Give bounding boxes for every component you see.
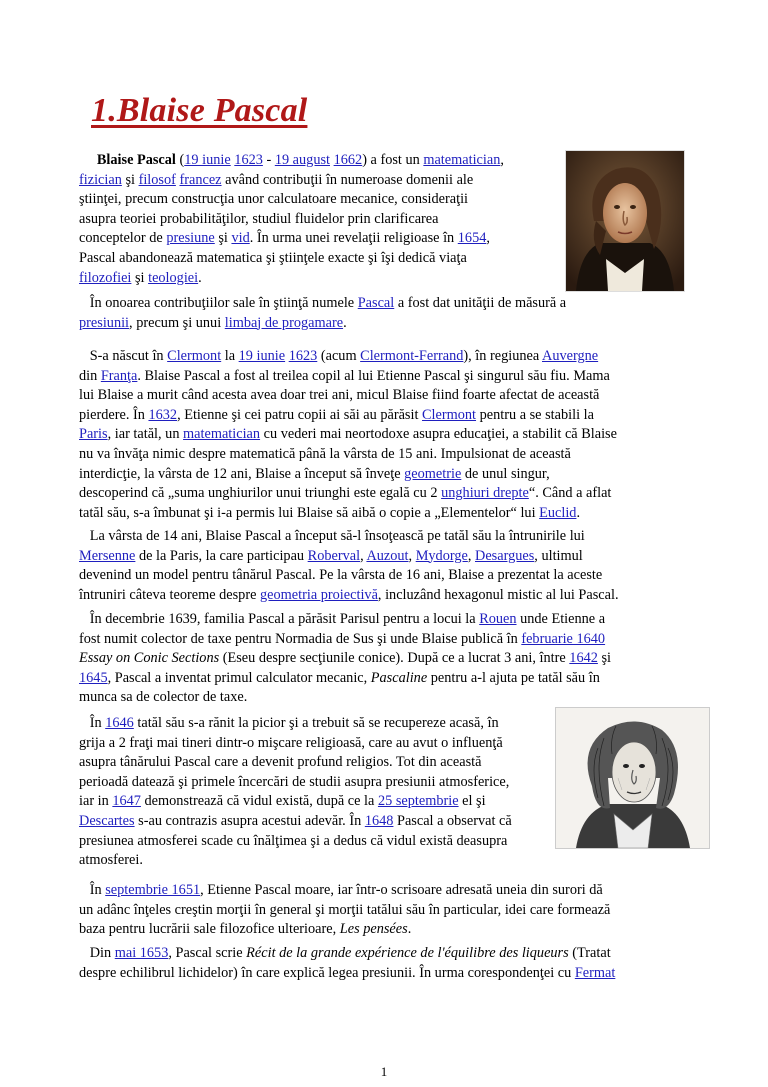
text-run: , (408, 547, 416, 564)
text-run: întruniri câteva teoreme despre (79, 586, 261, 603)
inline-link[interactable]: 1647 (112, 793, 141, 810)
text-line (79, 229, 569, 249)
inline-link[interactable]: 1642 (569, 650, 598, 667)
paragraph-father-death (79, 881, 699, 940)
text-run: munca sa de colector de taxe. (79, 689, 248, 706)
text-run: , incluzând hexagonul mistic al lui Pascal. (377, 586, 619, 603)
text-run: unde Etienne a (516, 611, 606, 627)
inline-link[interactable]: Auvergne (542, 348, 599, 364)
text-run: asupra tânărului Pascal care a devenit profund religios. Tot din această (79, 754, 482, 771)
inline-link[interactable]: vid (231, 230, 250, 247)
text-run: având contribuţii în numeroase domenii ale (221, 171, 474, 188)
paragraph-liquids (79, 944, 699, 983)
inline-link[interactable]: 19 iunie (184, 152, 231, 168)
paragraph-mersenne (79, 527, 699, 605)
text-run: , Etienne Pascal moare, iar într-o scrisoare adresată uneia din surori dă (200, 882, 603, 898)
text-run: Pascal a observat că (393, 812, 512, 829)
text-run: interdicţie, la vârsta de 12 ani, Blaise a început să înveţe (79, 465, 405, 482)
text-run: - (262, 152, 275, 168)
inline-link[interactable]: 1654 (457, 230, 487, 247)
text-run: fost numit colector de taxe pentru Normadia de Sus şi unde Blaise publică în (79, 630, 522, 647)
italic-text: Pascaline (370, 669, 428, 686)
text-run: din (79, 367, 101, 384)
text-run: s-au contrazis asupra acestui adevăr. În (134, 812, 365, 829)
text-line (79, 714, 559, 734)
inline-link[interactable]: Mersenne (79, 547, 136, 564)
paragraph-religion (79, 714, 559, 871)
text-line (79, 406, 699, 426)
inline-link[interactable]: 1632 (148, 406, 178, 423)
portrait-painting (565, 150, 685, 292)
text-line (79, 190, 569, 210)
text-run: . (576, 504, 581, 521)
text-run: perioadă datează şi primele încercări de studii asupra presiunii atmosferice, (79, 773, 510, 790)
text-run: În (79, 715, 106, 731)
text-run: . (407, 921, 412, 938)
text-run: tatăl său s-a rănit la picior şi a trebuit să se recupereze acasă, în (133, 715, 499, 731)
inline-link[interactable]: geometrie (404, 465, 462, 482)
text-run: , Pascal scrie (168, 945, 247, 961)
page-number: 1 (380, 1064, 388, 1079)
text-run: , ultimul (534, 547, 583, 564)
text-run: ), în regiunea (463, 348, 542, 364)
text-run: , (360, 547, 367, 564)
inline-link[interactable]: 1662 (333, 152, 363, 168)
text-run: ştiinţei, precum construcţia unor calculatoare mecanice, consideraţii (79, 191, 469, 208)
text-run: baza pentru lucrării sale filozofice ulterioare, (79, 921, 340, 938)
text-run: lui Blaise a murit când acesta avea doar trei ani, micul Blaise fiind foarte afectat de această (79, 387, 600, 404)
text-run: pentru a-l ajuta pe tatăl său în (427, 669, 600, 686)
text-line (79, 773, 559, 793)
text-line (79, 504, 699, 524)
inline-link[interactable]: Mydorge (415, 547, 468, 564)
text-line (79, 734, 559, 754)
text-run: grija a 2 fraţi mai tineri dintr-o mişcare religioasă, care au avut o influenţă (79, 734, 503, 751)
inline-link[interactable]: presiunii (79, 314, 130, 331)
text-run: şi (214, 230, 232, 247)
inline-link[interactable]: Auzout (366, 547, 409, 564)
inline-link[interactable]: Clermont (167, 348, 222, 364)
text-run: iar in (79, 793, 113, 810)
text-run: nu va învăţa nimic despre matematică până la vârsta de 15 ani. Impulsionat de această (79, 445, 571, 462)
text-line (79, 527, 699, 547)
text-run: de unul singur, (461, 465, 550, 482)
paragraph-rouen (79, 610, 699, 708)
italic-text: Les pensées (339, 921, 408, 938)
text-run: , precum şi unui (129, 314, 225, 331)
text-line (79, 881, 699, 901)
inline-link[interactable]: filosof (138, 171, 176, 188)
text-run: Din (79, 945, 115, 961)
text-run: de la Paris, la care participau (135, 547, 308, 564)
inline-link[interactable]: Desargues (475, 547, 535, 564)
text-line (79, 367, 699, 387)
text-line (79, 944, 699, 964)
portrait-painting-image (566, 151, 684, 291)
text-run: . (343, 314, 347, 331)
text-line (79, 901, 699, 921)
inline-link[interactable]: filozofiei (79, 269, 132, 286)
text-line (79, 832, 559, 852)
text-run: pentru a se stabili la (476, 406, 594, 423)
italic-text: Essay on Conic Sections (79, 650, 220, 667)
text-line (79, 630, 699, 650)
italic-text: Récit de la grande expérience de l'équilibre des liqueurs (246, 945, 569, 961)
text-run: , iar tatăl, un (107, 426, 184, 443)
text-run: În onoarea contribuţiilor sale în ştiinţă numele (79, 295, 358, 311)
text-line (79, 649, 699, 669)
paragraph-childhood (79, 347, 699, 523)
text-line (79, 314, 699, 334)
inline-link[interactable]: Paris (79, 426, 108, 443)
text-run: Pascal abandonează matematica şi ştiinţele exacte şi îşi dedică viaţa (79, 249, 467, 266)
inline-link[interactable]: 1623 (288, 348, 318, 364)
text-run: “. Când a aflat (528, 485, 612, 502)
text-run: descoperind că „suma unghiurilor unui triunghi este egală cu 2 (79, 485, 442, 502)
inline-link[interactable]: teologiei (148, 269, 199, 286)
inline-link[interactable]: Roberval (307, 547, 361, 564)
text-line (79, 269, 569, 289)
text-line (79, 964, 699, 984)
inline-link[interactable]: Descartes (79, 812, 135, 829)
text-run: pierdere. În (79, 406, 149, 423)
text-run: şi (597, 650, 612, 667)
paragraph-honors (79, 294, 699, 333)
text-run: demonstrează că vidul există, după ce la (140, 793, 378, 810)
text-run: şi (121, 171, 139, 188)
inline-link[interactable]: Fermat (574, 964, 616, 981)
text-line (79, 547, 699, 567)
text-run: la (221, 348, 239, 364)
text-run: presiunea atmosferei scade cu înălţimea şi a dedus că vidul există deasupra (79, 832, 508, 849)
bold-text: Blaise Pascal (96, 152, 176, 168)
inline-link[interactable]: limbaj de progamare (224, 314, 344, 331)
text-run: , Etienne şi cei patru copii ai săi au părăsit (177, 406, 423, 423)
text-run: La vârsta de 14 ani, Blaise Pascal a început să-l însoţească pe tatăl său la întrunirile lui (79, 528, 585, 544)
text-line (79, 669, 699, 689)
text-run: , Pascal a inventat primul calculator mecanic, (107, 669, 371, 686)
text-line (79, 851, 559, 871)
text-line (79, 753, 559, 773)
text-line (79, 210, 569, 230)
inline-link[interactable]: Rouen (479, 611, 517, 627)
inline-link[interactable]: matematician (423, 152, 501, 168)
text-line (79, 347, 699, 367)
text-line (79, 386, 699, 406)
text-run: el şi (458, 793, 486, 810)
text-line (79, 151, 569, 171)
inline-link[interactable]: Euclid (539, 504, 577, 521)
text-line (79, 792, 559, 812)
portrait-engraving-image (556, 708, 709, 848)
text-line (79, 610, 699, 630)
text-run: asupra teoriei probabilităţilor, studiul fluidelor prin clarificarea (79, 210, 439, 227)
text-line (79, 465, 699, 485)
inline-link[interactable]: februarie 1640 (521, 630, 606, 647)
inline-link[interactable]: 1645 (79, 669, 108, 686)
text-run: , (467, 547, 475, 564)
text-run: ) a fost un (362, 152, 424, 168)
text-run: . (198, 269, 202, 286)
inline-link[interactable]: 1623 (234, 152, 263, 168)
paragraph-intro (79, 151, 569, 288)
text-run: un adânc înţeles creştin morţii în general şi morţii tatălui său în particular, idei care formează (79, 901, 611, 918)
text-run: atmosferei. (79, 852, 143, 869)
text-line (79, 445, 699, 465)
inline-link[interactable]: septembrie 1651 (105, 882, 201, 898)
text-run: tatăl său, s-a îmbunat şi i-a permis lui Blaise să aibă o copie a „Elementelor“ lui (79, 504, 540, 521)
inline-link[interactable]: presiune (166, 230, 215, 247)
text-line (79, 171, 569, 191)
text-run: despre echilibrul lichidelor) în care explică legea presiunii. În urma corespondenţei cu (79, 964, 575, 981)
inline-link[interactable]: 1648 (364, 812, 394, 829)
inline-link[interactable]: Franţa (100, 367, 138, 384)
text-run: . În urma unei revelaţii religioase în (249, 230, 458, 247)
text-run: ( (175, 152, 185, 168)
inline-link[interactable]: Clermont-Ferrand (360, 348, 464, 364)
text-run: S-a născut în (79, 348, 168, 364)
text-run: şi (131, 269, 149, 286)
text-run: (Eseu despre secţiunile conice). După ce a lucrat 3 ani, între (219, 650, 570, 667)
text-run: , (500, 152, 504, 168)
text-run: . Blaise Pascal a fost al treilea copil al lui Etienne Pascal şi singurul său fiu. Mama (137, 367, 610, 384)
text-run: (Tratat (568, 945, 611, 961)
page-title: 1.Blaise Pascal (91, 92, 308, 129)
text-line (79, 812, 559, 832)
text-line (79, 566, 699, 586)
portrait-engraving (555, 707, 710, 849)
text-run: , (486, 230, 490, 247)
inline-link[interactable]: 19 iunie (238, 348, 286, 364)
inline-link[interactable]: Pascal (357, 295, 395, 311)
inline-link[interactable]: 25 septembrie (377, 793, 459, 810)
inline-link[interactable]: unghiuri drepte (441, 485, 529, 502)
text-line (79, 688, 699, 708)
text-line (79, 425, 699, 445)
text-run: În (79, 882, 106, 898)
text-run: devenind un model pentru tânărul Pascal. Pe la vârsta de 16 ani, Blaise a prezentat la aceste (79, 567, 603, 584)
text-line (79, 294, 699, 314)
text-line (79, 920, 699, 940)
inline-link[interactable]: mai 1653 (114, 945, 169, 961)
inline-link[interactable]: fizician (79, 171, 122, 188)
inline-link[interactable]: 19 august (274, 152, 331, 168)
text-line (79, 249, 569, 269)
text-run (79, 152, 97, 168)
inline-link[interactable]: Clermont (422, 406, 477, 423)
text-line (79, 586, 699, 606)
text-run: cu vederi mai neortodoxe asupra educaţiei, a stabilit că Blaise (260, 426, 617, 443)
inline-link[interactable]: 1646 (105, 715, 134, 731)
text-run: În decembrie 1639, familia Pascal a părăsit Parisul pentru a locui la (79, 611, 480, 627)
text-run: conceptelor de (79, 230, 167, 247)
text-run: (acum (317, 348, 361, 364)
inline-link[interactable]: matematician (183, 426, 261, 443)
inline-link[interactable]: francez (179, 171, 222, 188)
text-run: a fost dat unităţii de măsură a (394, 295, 567, 311)
inline-link[interactable]: geometria proiectivă (260, 586, 378, 603)
text-line (79, 484, 699, 504)
